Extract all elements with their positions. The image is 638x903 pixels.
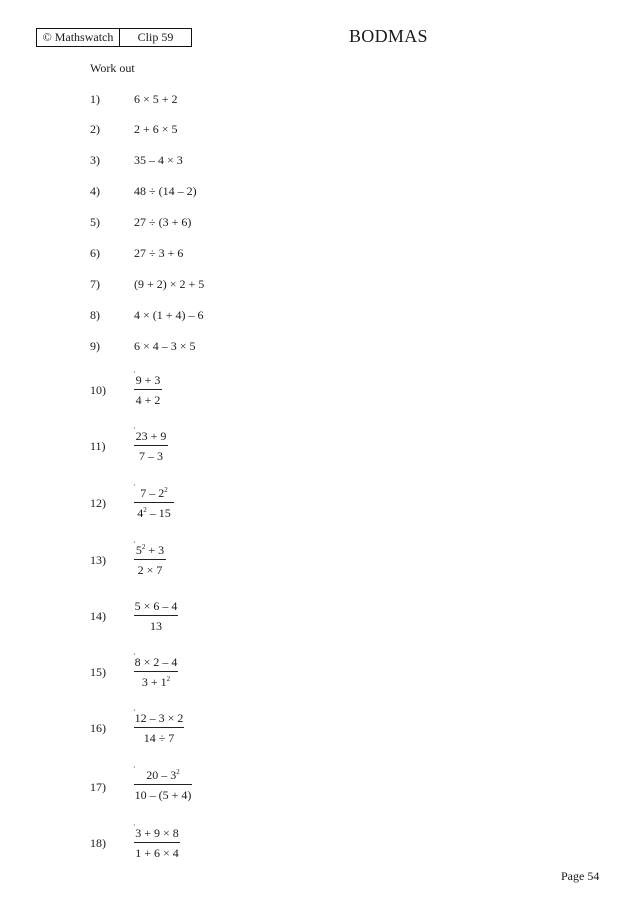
question-number: 6): [90, 246, 100, 260]
question-number: 10): [90, 383, 106, 397]
question-number: 15): [90, 665, 106, 679]
fraction-bar: [134, 389, 162, 390]
fraction: · 23 + 9 7 – 3: [133, 424, 167, 463]
question-number: 5): [90, 215, 100, 229]
question-expression: 4 × (1 + 4) – 6: [134, 308, 204, 322]
fraction: · $7 - 2^2$ $4^2 - 15$: [134, 486, 174, 520]
question-expression: 2 + 6 × 5: [134, 122, 178, 136]
page-number: Page 54: [561, 869, 600, 883]
question-expression: 27 ÷ 3 + 6: [134, 246, 184, 260]
fraction-numerator: 12 – 3 × 2: [134, 711, 184, 725]
question-expression: 48 ÷ (14 – 2): [134, 184, 197, 198]
fraction-bar: [134, 727, 184, 728]
question-number: 17): [90, 780, 106, 794]
fraction-numerator: 9 + 3: [135, 373, 161, 387]
fraction-bar: [134, 615, 178, 616]
fraction: · $5^2 + 3$ 2 × 7: [133, 538, 165, 577]
header-box: [36, 28, 192, 47]
fraction: · 12 – 3 × 2 14 ÷ 7: [133, 706, 184, 745]
question-number: 8): [90, 308, 100, 322]
question-number: 1): [90, 92, 100, 106]
fraction-bar: [134, 842, 180, 843]
fraction-numerator: 8 × 2 – 4: [134, 655, 178, 669]
question-number: 2): [90, 122, 100, 136]
question-number: 11): [90, 439, 106, 453]
question-expression: (9 + 2) × 2 + 5: [134, 277, 205, 291]
fraction-denominator: 14 ÷ 7: [143, 731, 175, 745]
question-number: 7): [90, 277, 100, 291]
fraction-denominator: $4^2 - 15$: [137, 506, 171, 520]
fraction-numerator: $5^2 + 3$: [135, 543, 165, 557]
fraction-numerator: 3 + 9 × 8: [135, 826, 179, 840]
fraction: · 8 × 2 – 4 $3 + 1^2$: [133, 650, 178, 689]
clip-label: Clip 59: [137, 30, 174, 44]
fraction: · 3 + 9 × 8 1 + 6 × 4: [133, 821, 179, 860]
question-expression: 6 × 4 – 3 × 5: [134, 339, 196, 353]
fraction-numerator: $20 - 3^2$: [146, 768, 180, 782]
fraction-numerator: 5 × 6 – 4: [134, 599, 178, 613]
question-expression: 6 × 5 + 2: [134, 92, 178, 106]
question-number: 16): [90, 721, 106, 735]
fraction-denominator: 4 + 2: [135, 393, 161, 407]
fraction-numerator: $7 - 2^2$: [140, 486, 168, 500]
question-number: 4): [90, 184, 100, 198]
fraction-bar: [134, 559, 166, 560]
question-expression: 35 – 4 × 3: [134, 153, 183, 167]
question-number: 13): [90, 553, 106, 567]
question-number: 12): [90, 496, 106, 510]
fraction-bar: [134, 445, 168, 446]
fraction-denominator: 10 – (5 + 4): [134, 788, 192, 802]
fraction: [134, 599, 178, 633]
fraction-denominator: 2 × 7: [137, 563, 163, 577]
fraction-denominator: 13: [150, 619, 162, 633]
question-number: 14): [90, 609, 106, 623]
fraction: · $20 - 3^2$ 10 – (5 + 4): [133, 763, 192, 802]
fraction-denominator: 7 – 3: [139, 449, 163, 463]
instruction: Work out: [90, 61, 135, 75]
question-number: 3): [90, 153, 100, 167]
fraction-denominator: $3 + 1^2$: [141, 675, 171, 689]
fraction-bar: [134, 671, 178, 672]
question-expression: 27 ÷ (3 + 6): [134, 215, 192, 229]
fraction-bar: [134, 502, 174, 503]
fraction: · 9 + 3 4 + 2: [133, 368, 161, 407]
fraction-bar: [134, 784, 192, 785]
copyright-label: © Mathswatch: [37, 29, 120, 46]
question-number: 9): [90, 339, 100, 353]
question-number: 18): [90, 836, 106, 850]
fraction-numerator: 23 + 9: [135, 429, 167, 443]
page-title: BODMAS: [349, 26, 428, 46]
fraction-denominator: 1 + 6 × 4: [135, 846, 179, 860]
